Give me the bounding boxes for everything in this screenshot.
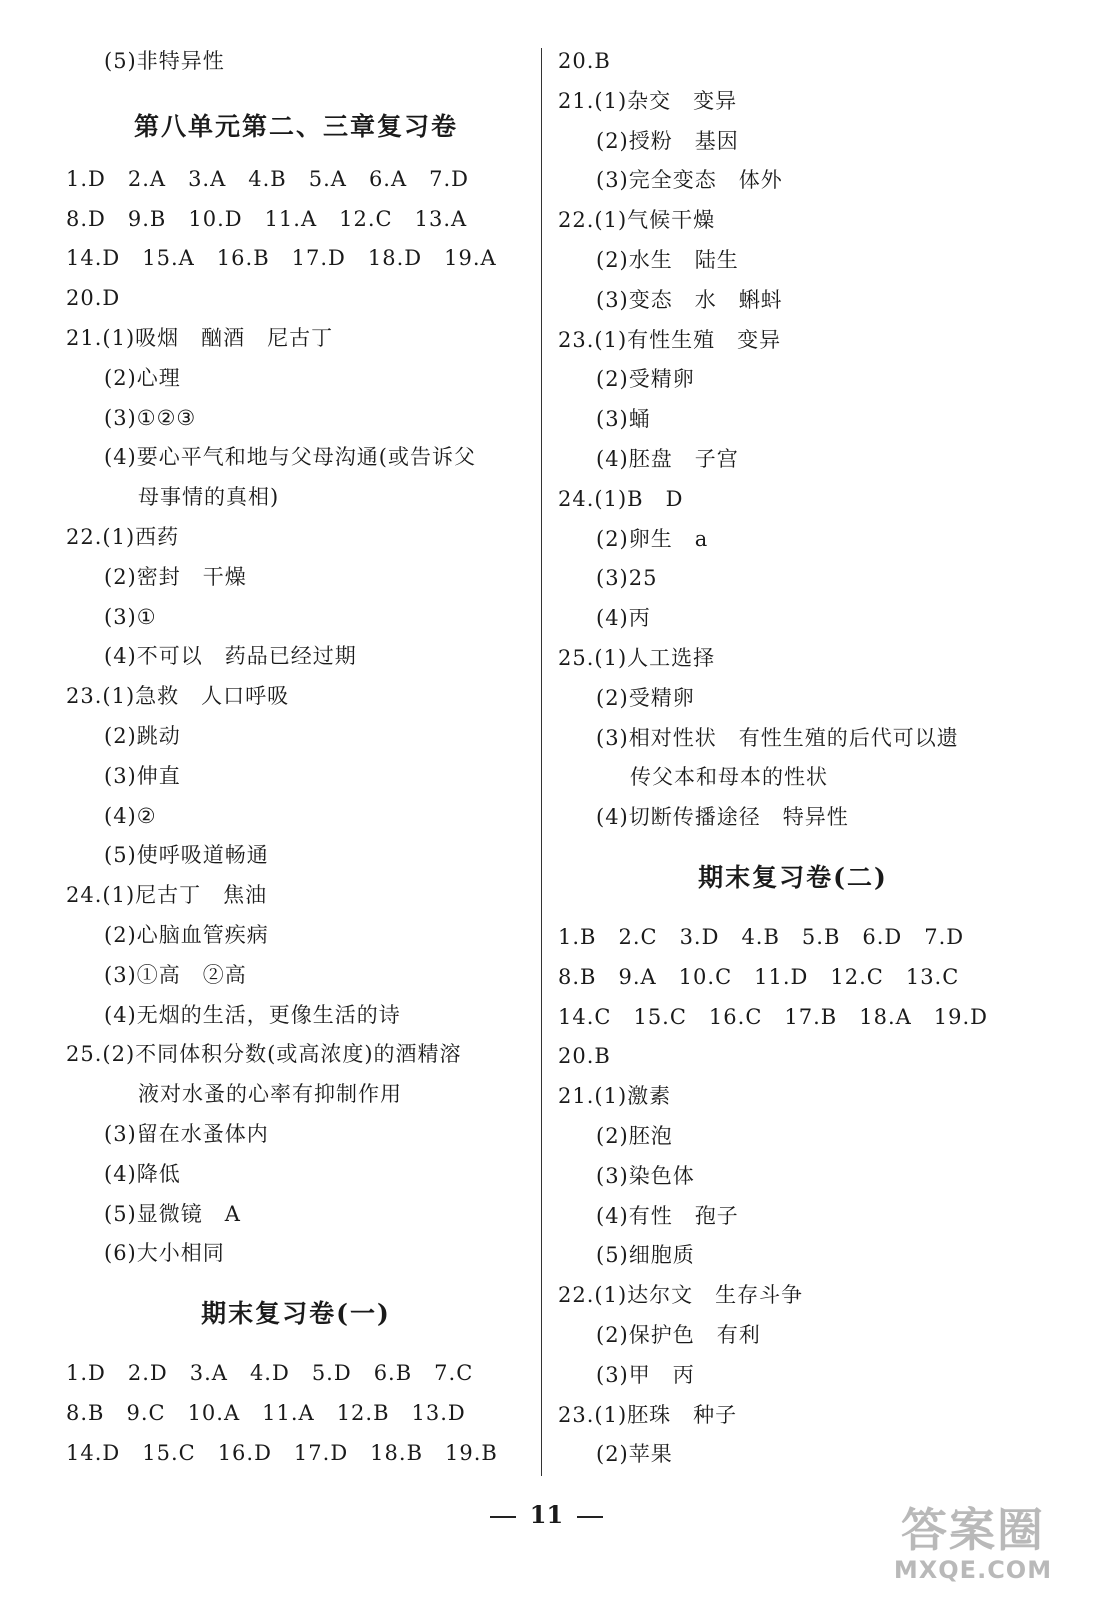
answer-line: (2)水生 陆生 <box>596 247 739 272</box>
answer-line: 25.(2)不同体积分数(或高浓度)的酒精溶 <box>66 1042 462 1067</box>
left-column <box>66 42 526 1474</box>
answer-line: 8.B 9.C 10.A 11.A 12.B 13.D <box>66 1400 466 1425</box>
watermark-text: 答案圈 <box>901 1503 1045 1557</box>
answer-line: 液对水蚤的心率有抑制作用 <box>138 1082 402 1107</box>
answer-line: 1.B 2.C 3.D 4.B 5.B 6.D 7.D <box>558 924 965 949</box>
answer-line: 20.D <box>66 286 121 311</box>
answer-line: (2)心脑血管疾病 <box>104 922 269 947</box>
answer-line: (4)胚盘 子宫 <box>596 446 739 471</box>
answer-line: (2)卵生 a <box>596 526 709 551</box>
answer-line: 8.D 9.B 10.D 11.A 12.C 13.A <box>66 206 468 231</box>
page-number: 11 <box>529 1500 564 1529</box>
answer-line: (3)① <box>104 604 157 629</box>
answer-line: (2)心理 <box>104 365 181 390</box>
watermark-logo <box>863 1504 1083 1594</box>
answer-line: (4)降低 <box>104 1161 181 1186</box>
answer-line: 24.(1)尼古丁 焦油 <box>66 883 268 908</box>
answer-line: 22.(1)达尔文 生存斗争 <box>558 1283 804 1308</box>
answer-line: (3)甲 丙 <box>596 1362 695 1387</box>
answer-line: 22.(1)西药 <box>66 524 180 549</box>
answer-line: (2)授粉 基因 <box>596 128 739 153</box>
answer-line: 23.(1)急救 人口呼吸 <box>66 684 290 709</box>
answer-line: (2)跳动 <box>104 723 181 748</box>
answer-line: (4)要心平气和地与父母沟通(或告诉父 <box>104 445 476 470</box>
answer-line: 14.D 15.C 16.D 17.D 18.B 19.B <box>66 1440 498 1465</box>
answer-line: 23.(1)胚珠 种子 <box>558 1402 738 1427</box>
answer-line: (4)切断传播途径 特异性 <box>596 805 849 830</box>
answer-line: (2)保护色 有利 <box>596 1322 761 1347</box>
column-divider <box>541 48 542 1476</box>
answer-line: (4)有性 孢子 <box>596 1203 739 1228</box>
answer-line: 24.(1)B D <box>558 486 684 511</box>
footer-dash-right <box>577 1516 603 1518</box>
answer-line: (3)留在水蚤体内 <box>104 1121 269 1146</box>
answer-line: (5)非特异性 <box>104 49 225 73</box>
answer-line: 23.(1)有性生殖 变异 <box>558 327 782 352</box>
answer-line: 20.B <box>558 49 611 73</box>
answer-line: 21.(1)激素 <box>558 1084 672 1109</box>
right-column <box>558 42 1028 1475</box>
answer-line: (3)①②③ <box>104 405 197 430</box>
answer-line: 14.C 15.C 16.C 17.B 18.A 19.D <box>558 1004 989 1029</box>
answer-line: 14.D 15.A 16.B 17.D 18.D 19.A <box>66 246 497 271</box>
answer-line: (3)蛹 <box>596 407 651 432</box>
answer-line: 25.(1)人工选择 <box>558 645 716 670</box>
answer-line: 1.D 2.D 3.A 4.D 5.D 6.B 7.C <box>66 1361 474 1386</box>
answer-line: 22.(1)气候干燥 <box>558 208 716 233</box>
footer-dash-left <box>490 1516 516 1518</box>
answer-line: 21.(1)吸烟 酗酒 尼古丁 <box>66 325 334 350</box>
section-title: 第八单元第二、三章复习卷 <box>133 111 458 141</box>
answer-line: (3)变态 水 蝌蚪 <box>596 287 783 312</box>
answer-line: (5)显微镜 A <box>104 1201 241 1226</box>
section-title: 期末复习卷(一) <box>201 1299 391 1329</box>
answer-line: 母事情的真相) <box>138 485 280 510</box>
answer-line: 传父本和母本的性状 <box>630 765 828 790</box>
answer-line: (4)不可以 药品已经过期 <box>104 644 357 669</box>
answer-line: (4)无烟的生活，更像生活的诗 <box>104 1002 401 1027</box>
watermark-url: MXQE.COM <box>893 1556 1053 1584</box>
answer-line: (4)② <box>104 803 157 828</box>
answer-line: (3)完全变态 体外 <box>596 168 783 193</box>
answer-line: (3)①高 ②高 <box>104 962 247 987</box>
answer-line: (5)使呼吸道畅通 <box>104 843 269 868</box>
answer-line: (3)伸直 <box>104 763 181 788</box>
answer-line: (3)染色体 <box>596 1163 695 1188</box>
answer-line: 1.D 2.A 3.A 4.B 5.A 6.A 7.D <box>66 166 470 191</box>
answer-line: 21.(1)杂交 变异 <box>558 88 738 113</box>
answer-line: (3)相对性状 有性生殖的后代可以遗 <box>596 725 959 750</box>
answer-line: (5)细胞质 <box>596 1243 695 1268</box>
answer-line: (2)受精卵 <box>596 367 695 392</box>
answer-line: (3)25 <box>596 566 658 591</box>
answer-line: (2)苹果 <box>596 1442 673 1467</box>
section-title: 期末复习卷(二) <box>698 862 888 892</box>
answer-line: 20.B <box>558 1044 611 1069</box>
answer-line: (2)胚泡 <box>596 1123 673 1148</box>
answer-line: (2)受精卵 <box>596 685 695 710</box>
answer-line: (4)丙 <box>596 606 651 631</box>
answer-line: 8.B 9.A 10.C 11.D 12.C 13.C <box>558 964 960 989</box>
answer-line: (6)大小相同 <box>104 1241 225 1266</box>
answer-line: (2)密封 干燥 <box>104 564 247 589</box>
